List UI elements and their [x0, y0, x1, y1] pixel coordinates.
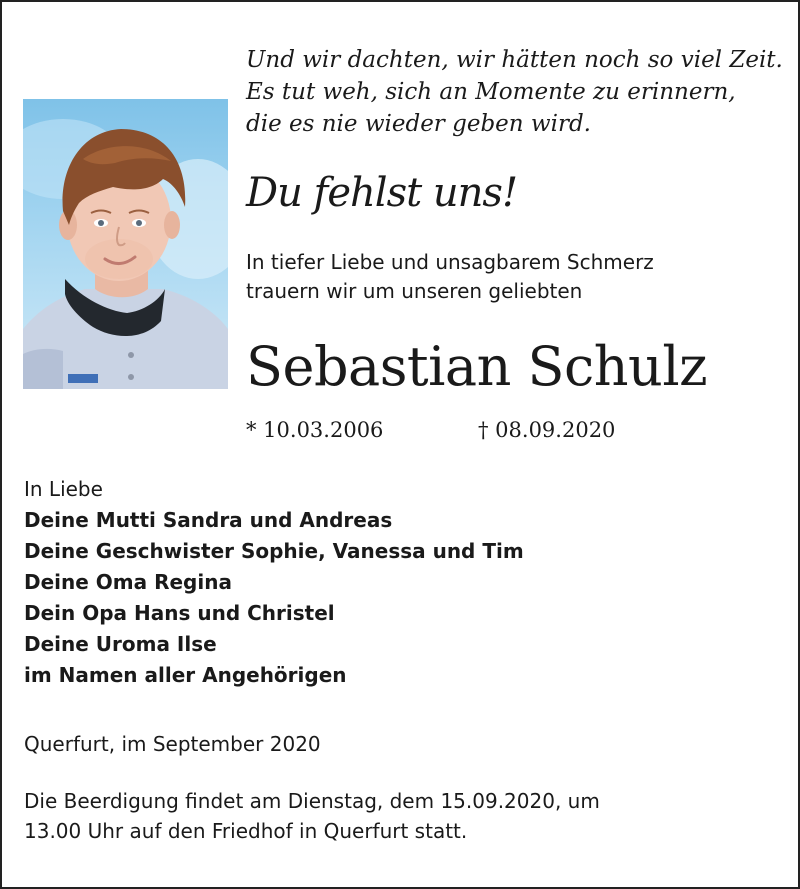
family-list — [24, 474, 524, 691]
family-member: Dein Opa Hans und Christel — [24, 601, 335, 625]
quote-line: Und wir dachten, wir hätten noch so viel Zeit. — [246, 47, 783, 73]
funeral-notice — [24, 786, 600, 846]
family-member: Deine Oma Regina — [24, 570, 232, 594]
portrait-photo — [23, 99, 228, 389]
place-date: Querfurt, im September 2020 — [24, 732, 321, 756]
family-member: im Namen aller Angehörigen — [24, 663, 347, 687]
funeral-line: Die Beerdigung findet am Dienstag, dem 15.09.2020, um — [24, 789, 600, 813]
death-date: † 08.09.2020 — [478, 418, 616, 442]
memorial-quote — [246, 44, 783, 140]
quote-line: die es nie wieder geben wird. — [246, 111, 591, 137]
deceased-name: Sebastian Schulz — [246, 335, 708, 398]
family-intro: In Liebe — [24, 477, 103, 501]
family-member: Deine Mutti Sandra und Andreas — [24, 508, 393, 532]
intro-line: trauern wir um unseren geliebten — [246, 279, 583, 303]
intro-line: In tiefer Liebe und unsagbarem Schmerz — [246, 250, 654, 274]
funeral-line: 13.00 Uhr auf den Friedhof in Querfurt statt. — [24, 819, 468, 843]
script-heading: Du fehlst uns! — [246, 170, 518, 216]
family-member: Deine Geschwister Sophie, Vanessa und Tim — [24, 539, 524, 563]
quote-line: Es tut weh, sich an Momente zu erinnern, — [246, 79, 736, 105]
family-member: Deine Uroma Ilse — [24, 632, 217, 656]
mourning-intro — [246, 248, 654, 306]
birth-date: * 10.03.2006 — [246, 418, 384, 442]
